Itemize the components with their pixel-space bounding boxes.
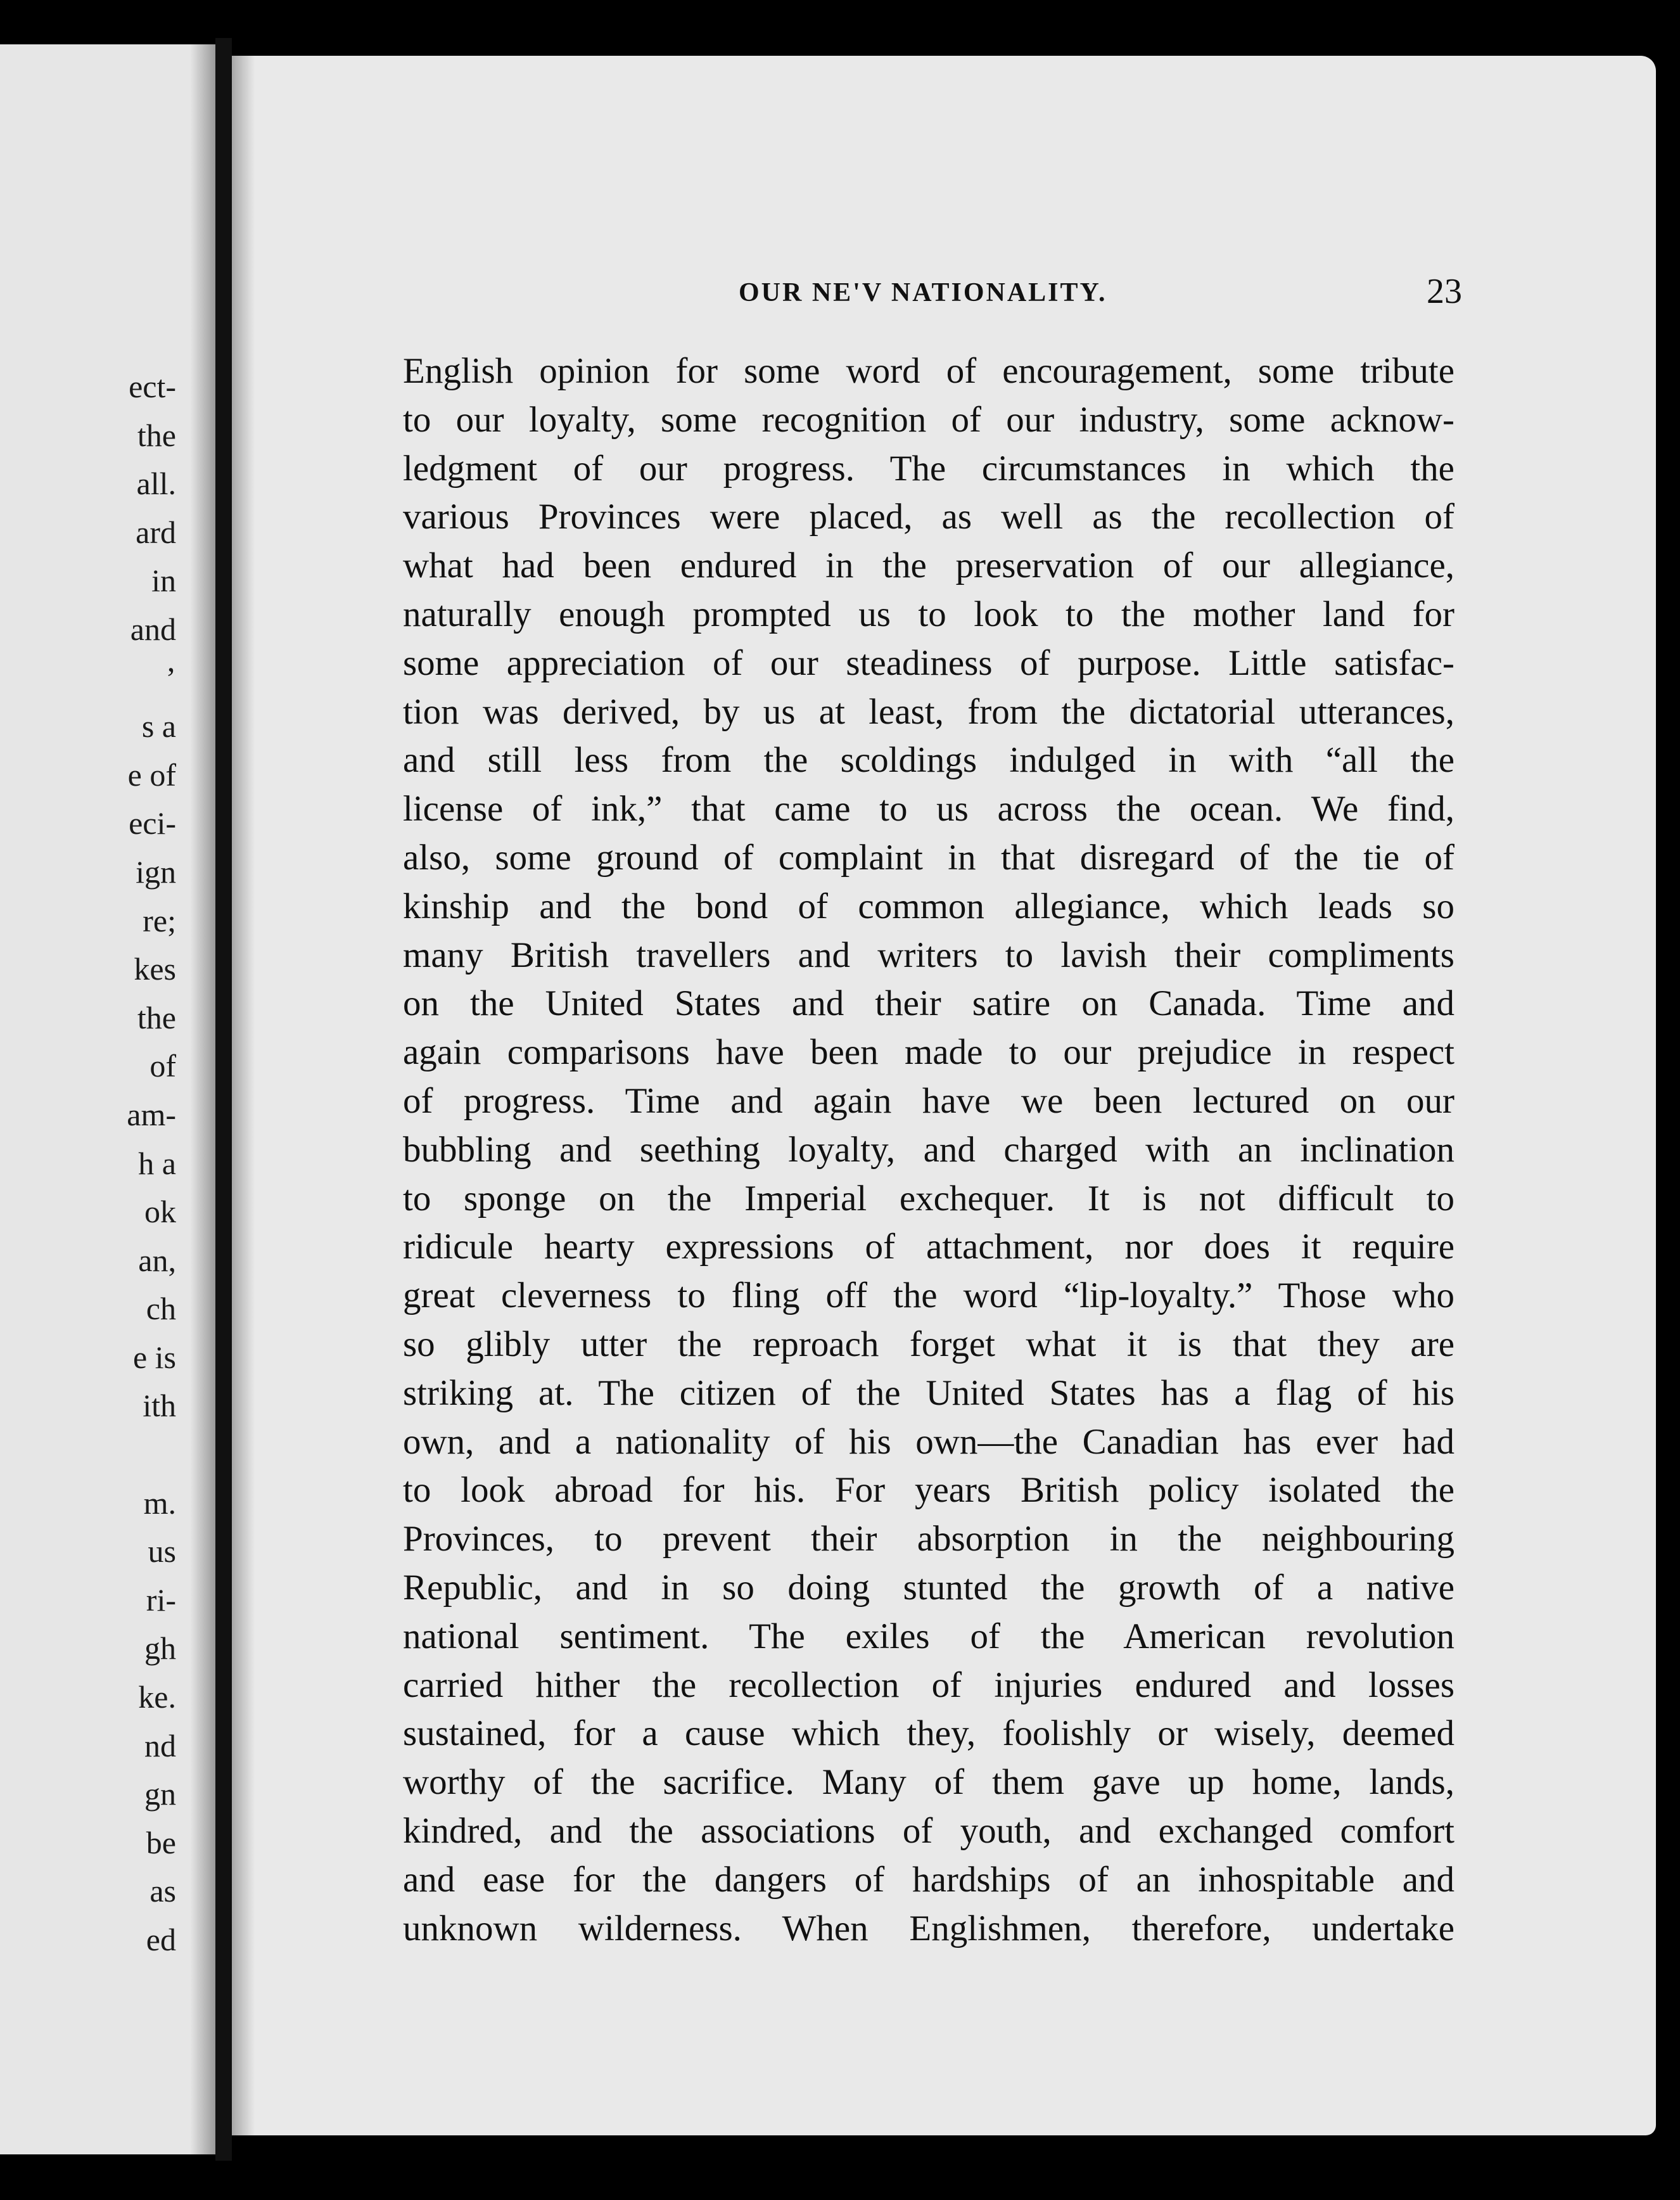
- fragment-line: ect-: [129, 369, 176, 404]
- text-line: English opinion for some word of encouragement, some tribute: [403, 351, 1454, 391]
- fragment-line: all.: [136, 466, 176, 502]
- fragment-line: e of: [127, 757, 176, 793]
- text-line: and still less from the scoldings indulged in with “all the: [403, 740, 1454, 781]
- text-line: national sentiment. The exiles of the American revolution: [403, 1616, 1454, 1656]
- text-line: bubbling and seething loyalty, and charged with an inclination: [403, 1129, 1454, 1170]
- page-number: 23: [1427, 272, 1462, 311]
- text-line: great cleverness to fling off the word “lip-loyalty.” Those who: [403, 1276, 1454, 1316]
- text-line: striking at. The citizen of the United States has a flag of his: [403, 1372, 1454, 1413]
- text-line: own, and a nationality of his own—the Canadian has ever had: [403, 1421, 1454, 1462]
- fragment-line: as: [150, 1873, 176, 1909]
- text-line: various Provinces were placed, as well as the recollection of: [403, 497, 1454, 537]
- fragment-line: and: [130, 611, 176, 647]
- text-line: kinship and the bond of common allegiance, which leads so: [403, 886, 1454, 926]
- fragment-line: the: [137, 417, 176, 453]
- fragment-line: h a: [138, 1145, 176, 1181]
- fragment-line: gh: [144, 1630, 176, 1666]
- fragment-line: ign: [136, 854, 176, 890]
- text-line: of progress. Time and again have we been lectured on our: [403, 1080, 1454, 1121]
- text-line: many British travellers and writers to lavish their compliments: [403, 935, 1454, 975]
- fragment-line: e is: [132, 1339, 176, 1375]
- fragment-line: be: [146, 1824, 176, 1860]
- page-gutter-shadow: [232, 56, 255, 2135]
- body-text: [403, 347, 1454, 1953]
- fragment-line: the: [137, 999, 176, 1035]
- text-line: on the United States and their satire on Canada. Time and: [403, 983, 1454, 1024]
- fragment-line: ’: [165, 660, 176, 696]
- text-line: naturally enough prompted us to look to the mother land for: [403, 594, 1454, 634]
- fragment-line: m.: [143, 1485, 176, 1521]
- previous-page-line-fragments: [127, 362, 176, 1964]
- text-line: to look abroad for his. For years British policy isolated the: [403, 1470, 1454, 1511]
- text-line: ridicule hearty expressions of attachment, nor does it require: [403, 1227, 1454, 1267]
- fragment-line: ri-: [146, 1582, 176, 1618]
- text-line: Provinces, to prevent their absorption in the neighbouring: [403, 1519, 1454, 1559]
- text-line: kindred, and the associations of youth, and exchanged comfort: [403, 1810, 1454, 1851]
- text-line: carried hither the recollection of injuries endured and losses: [403, 1665, 1454, 1705]
- text-line: ledgment of our progress. The circumstances in which the: [403, 448, 1454, 489]
- fragment-line: s a: [141, 708, 176, 745]
- fragment-line: an,: [138, 1242, 176, 1278]
- gutter-shadow: [190, 44, 215, 2154]
- fragment-line: gn: [144, 1776, 176, 1812]
- running-head: OUR NE'V NATIONALITY.: [739, 278, 1107, 307]
- text-line: what had been endured in the preservation of our allegiance,: [403, 546, 1454, 586]
- fragment-line: ok: [144, 1194, 176, 1230]
- text-line: license of ink,” that came to us across the ocean. We find,: [403, 789, 1454, 829]
- fragment-line: nd: [144, 1727, 176, 1763]
- fragment-line: of: [150, 1048, 176, 1084]
- fragment-line: eci-: [129, 805, 176, 841]
- fragment-line: [127, 1430, 176, 1479]
- fragment-line: ch: [146, 1291, 176, 1327]
- text-line: sustained, for a cause which they, foolishly or wisely, deemed: [403, 1713, 1454, 1754]
- text-line: to our loyalty, some recognition of our industry, some acknow-: [403, 399, 1454, 440]
- book-spine: [215, 38, 232, 2161]
- text-line: again comparisons have been made to our prejudice in respect: [403, 1032, 1454, 1073]
- fragment-line: kes: [134, 951, 176, 987]
- fragment-line: ke.: [138, 1679, 176, 1715]
- text-line: unknown wilderness. When Englishmen, therefore, undertake: [403, 1908, 1454, 1948]
- fragment-line: ith: [143, 1388, 176, 1424]
- fragment-line: us: [148, 1533, 176, 1570]
- book-page: [232, 56, 1656, 2135]
- text-line: also, some ground of complaint in that disregard of the tie of: [403, 837, 1454, 878]
- text-line: tion was derived, by us at least, from the dictatorial utterances,: [403, 691, 1454, 732]
- text-line: to sponge on the Imperial exchequer. It is not difficult to: [403, 1178, 1454, 1218]
- fragment-line: ard: [136, 514, 176, 550]
- text-line: Republic, and in so doing stunted the growth of a native: [403, 1567, 1454, 1608]
- fragment-line: am-: [127, 1096, 176, 1132]
- text-line: and ease for the dangers of hardships of an inhospitable and: [403, 1859, 1454, 1900]
- text-line: worthy of the sacrifice. Many of them gave up home, lands,: [403, 1762, 1454, 1803]
- fragment-line: ed: [146, 1922, 176, 1957]
- text-line: so glibly utter the reproach forget what it is that they are: [403, 1324, 1454, 1364]
- fragment-line: in: [151, 563, 176, 599]
- text-line: some appreciation of our steadiness of purpose. Little satisfac-: [403, 643, 1454, 683]
- previous-page-sliver: [0, 44, 215, 2154]
- fragment-line: re;: [143, 902, 176, 938]
